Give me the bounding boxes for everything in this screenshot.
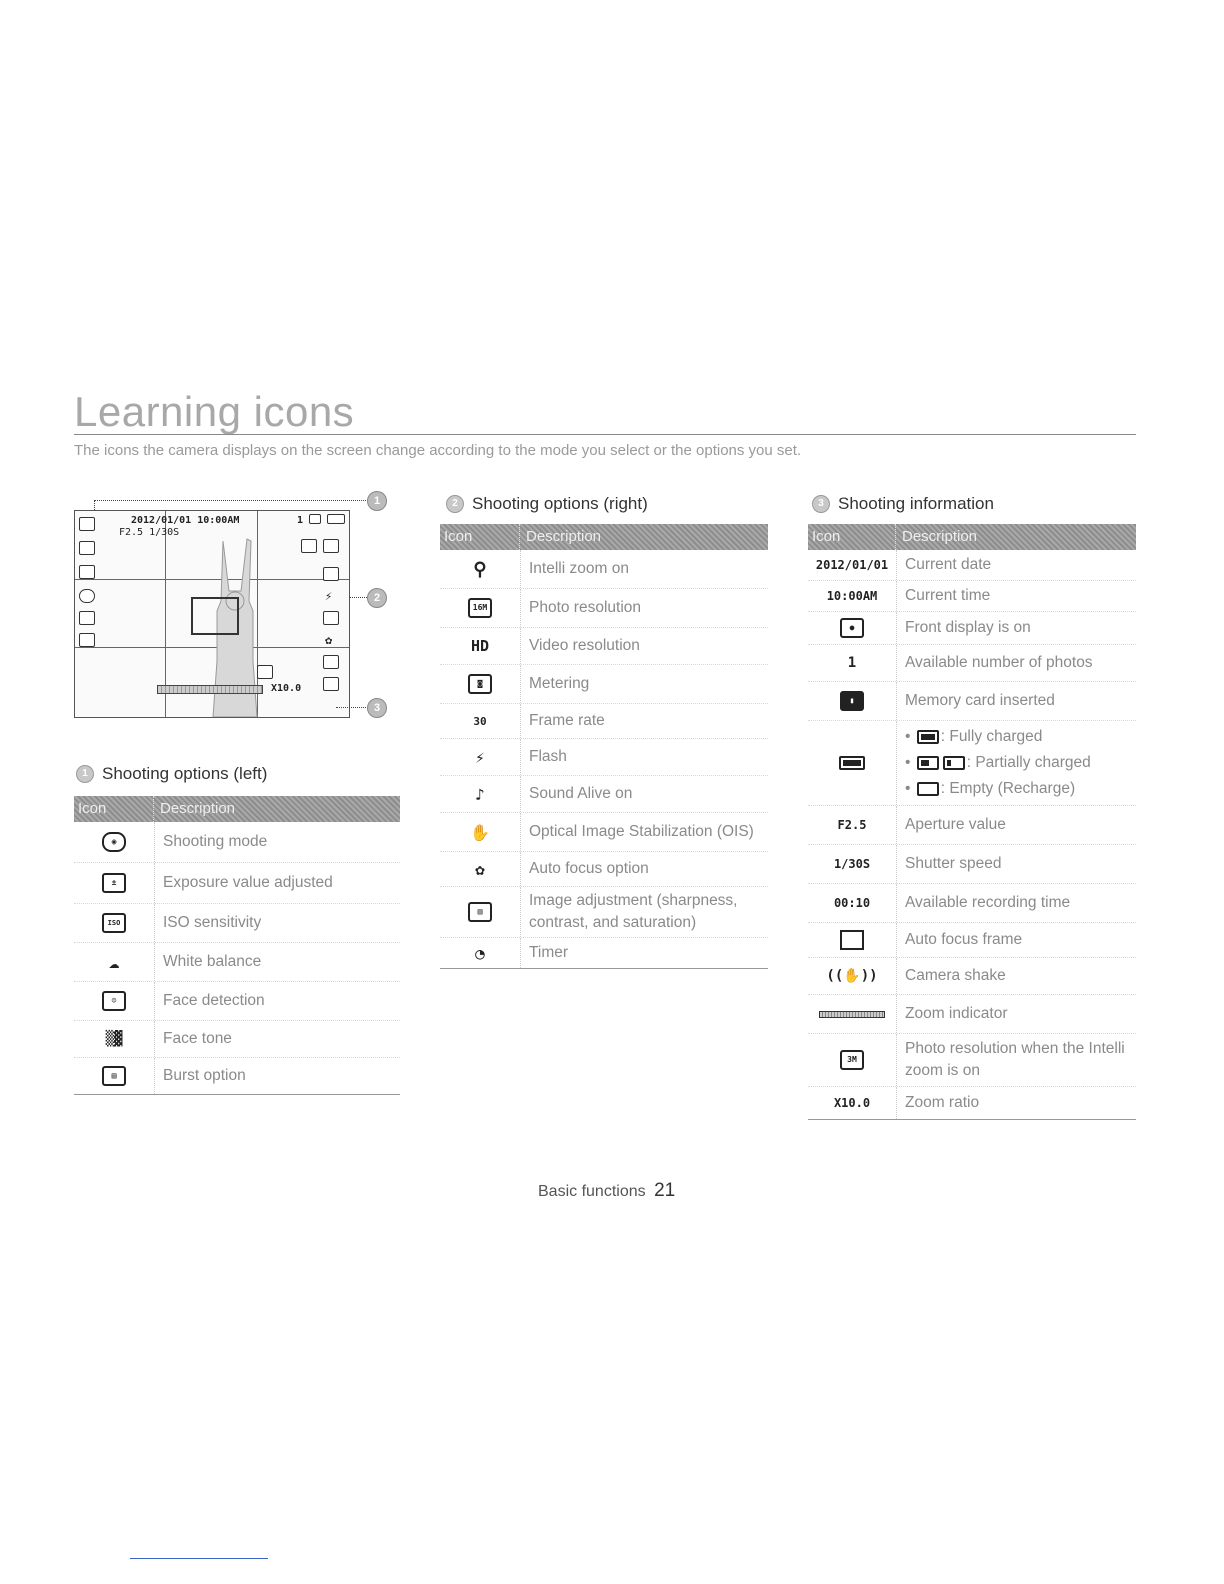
table-row bbox=[808, 806, 1136, 845]
face-detection-icon: ☺ bbox=[74, 982, 155, 1020]
section-number: 2 bbox=[446, 495, 464, 513]
row-description: Image adjustment (sharpness, contrast, and saturation) bbox=[529, 892, 738, 931]
metering-icon bbox=[323, 567, 339, 581]
battery-empty: • : Empty (Recharge) bbox=[905, 780, 1076, 797]
diagram-zoom-ratio: X10.0 bbox=[271, 683, 302, 694]
callout-line bbox=[336, 707, 366, 708]
row-description: Auto focus frame bbox=[905, 931, 1023, 948]
auto-focus-icon: ✿ bbox=[440, 852, 521, 886]
camera-screen-diagram bbox=[74, 510, 350, 718]
callout-line bbox=[94, 500, 366, 501]
table-row bbox=[74, 943, 400, 982]
callout-2: 2 bbox=[367, 588, 387, 608]
shooting-mode-icon: ◉ bbox=[74, 822, 155, 862]
table-row bbox=[74, 1021, 400, 1058]
image-adjust-icon bbox=[323, 655, 339, 669]
metering-icon: ◙ bbox=[440, 665, 521, 703]
page-footer bbox=[538, 1180, 675, 1202]
memory-card-icon: ▮ bbox=[808, 682, 897, 720]
table-row bbox=[808, 645, 1136, 682]
section-title: Shooting options (right) bbox=[472, 494, 648, 513]
white-balance-icon bbox=[79, 589, 95, 603]
section-title: Shooting options (left) bbox=[102, 764, 268, 783]
photo-resolution-icon: 16M bbox=[440, 589, 521, 627]
row-description: White balance bbox=[163, 953, 262, 970]
table-row bbox=[808, 612, 1136, 645]
table-row bbox=[440, 550, 768, 589]
image-adjust-icon: ▥ bbox=[440, 887, 521, 937]
burst-icon: ▤ bbox=[74, 1058, 155, 1094]
photo-resolution-icon bbox=[323, 539, 339, 553]
frame-rate-icon: 30 bbox=[440, 704, 521, 738]
section-number: 3 bbox=[812, 495, 830, 513]
battery-states bbox=[897, 724, 1091, 802]
row-description: Exposure value adjusted bbox=[163, 874, 333, 891]
table-row bbox=[440, 704, 768, 739]
table-row bbox=[440, 852, 768, 887]
table-row bbox=[74, 1058, 400, 1095]
diagram-date-time: 2012/01/01 10:00AM bbox=[131, 515, 240, 526]
row-description: Metering bbox=[529, 675, 590, 692]
exposure-icon: ± bbox=[74, 863, 155, 903]
recording-time-icon: 00:10 bbox=[808, 884, 897, 922]
table-row bbox=[440, 938, 768, 969]
row-description: Memory card inserted bbox=[905, 692, 1055, 709]
table-row bbox=[440, 887, 768, 938]
row-description: Photo resolution bbox=[529, 599, 642, 616]
row-description: Face tone bbox=[163, 1030, 232, 1047]
row-description: Burst option bbox=[163, 1067, 246, 1084]
zoom-indicator-icon bbox=[808, 995, 897, 1033]
table-row bbox=[808, 721, 1136, 806]
diagram-shot-count: 1 bbox=[297, 515, 304, 526]
shot-count-icon: 1 bbox=[808, 645, 897, 681]
callout-3: 3 bbox=[367, 698, 387, 718]
row-description: Auto focus option bbox=[529, 860, 649, 877]
row-description: Face detection bbox=[163, 992, 265, 1009]
callout-1: 1 bbox=[367, 491, 387, 511]
row-description: Zoom ratio bbox=[905, 1094, 980, 1111]
battery-icon bbox=[327, 514, 345, 524]
af-frame-icon bbox=[808, 923, 897, 957]
right-options-table bbox=[440, 524, 768, 969]
zoom-indicator bbox=[157, 685, 263, 694]
bottom-rule bbox=[130, 1558, 268, 1559]
af-frame bbox=[191, 597, 239, 635]
row-description: Available number of photos bbox=[905, 654, 1093, 671]
table-row bbox=[808, 1087, 1136, 1120]
row-description: Optical Image Stabilization (OIS) bbox=[529, 823, 754, 840]
aperture-icon: F2.5 bbox=[808, 806, 897, 844]
table-row bbox=[808, 845, 1136, 884]
row-description: ISO sensitivity bbox=[163, 914, 262, 931]
col-desc-header: Description bbox=[902, 528, 978, 545]
section-heading-left bbox=[76, 764, 267, 784]
table-header bbox=[440, 524, 768, 550]
front-display-icon bbox=[309, 514, 321, 524]
row-description: Timer bbox=[529, 944, 569, 961]
date-icon: 2012/01/01 bbox=[808, 550, 897, 580]
row-description: Available recording time bbox=[905, 894, 1071, 911]
face-detection-icon bbox=[79, 611, 95, 625]
col-icon-header: Icon bbox=[808, 524, 896, 550]
battery-partial: • : Partially charged bbox=[905, 754, 1091, 771]
table-header bbox=[74, 796, 400, 822]
flash-icon: ⚡ bbox=[440, 739, 521, 775]
sound-alive-icon: ♪ bbox=[440, 776, 521, 812]
callout-line bbox=[349, 597, 367, 598]
zoom-ratio-icon: X10.0 bbox=[808, 1087, 897, 1119]
face-tone-icon: ▒▓ bbox=[74, 1021, 155, 1057]
col-icon-header: Icon bbox=[440, 524, 520, 550]
table-row bbox=[808, 1034, 1136, 1087]
camera-shake-icon: ((✋)) bbox=[808, 958, 897, 994]
table-row bbox=[440, 665, 768, 704]
time-icon: 10:00AM bbox=[808, 581, 897, 611]
shooting-info-table bbox=[808, 524, 1136, 1120]
table-row bbox=[74, 822, 400, 863]
row-description: Zoom indicator bbox=[905, 1005, 1008, 1022]
ois-icon: ✋ bbox=[440, 813, 521, 851]
table-row bbox=[808, 550, 1136, 581]
row-description: Current date bbox=[905, 556, 992, 573]
footer-section: Basic functions bbox=[538, 1183, 646, 1200]
row-description: Photo resolution when the Intelli zoom is on bbox=[905, 1040, 1125, 1079]
shooting-mode-icon bbox=[79, 517, 95, 531]
intelli-zoom-icon bbox=[301, 539, 317, 553]
section-number: 1 bbox=[76, 765, 94, 783]
intelli-zoom-resolution-icon bbox=[257, 665, 273, 679]
timer-icon: ◔ bbox=[440, 938, 521, 968]
table-row bbox=[808, 923, 1136, 958]
row-description: Intelli zoom on bbox=[529, 560, 629, 577]
table-row bbox=[440, 589, 768, 628]
front-display-icon: ● bbox=[808, 612, 897, 644]
flash-icon: ⚡ bbox=[325, 589, 333, 603]
row-description: Flash bbox=[529, 748, 567, 765]
table-header bbox=[808, 524, 1136, 550]
section-heading-middle bbox=[446, 494, 648, 514]
left-options-table bbox=[74, 796, 400, 1095]
iso-icon bbox=[79, 565, 95, 579]
table-row bbox=[74, 982, 400, 1021]
section-heading-right bbox=[812, 494, 994, 514]
table-row bbox=[808, 682, 1136, 721]
col-icon-header: Icon bbox=[74, 796, 154, 822]
table-row bbox=[74, 904, 400, 943]
page-title: Learning icons bbox=[74, 388, 355, 435]
table-row bbox=[440, 776, 768, 813]
row-description: Aperture value bbox=[905, 816, 1006, 833]
burst-icon bbox=[79, 633, 95, 647]
auto-focus-icon: ✿ bbox=[325, 633, 333, 647]
intelli-zoom-icon: ⚲ bbox=[440, 550, 521, 588]
table-row bbox=[808, 958, 1136, 995]
table-row bbox=[440, 628, 768, 665]
table-row bbox=[808, 581, 1136, 612]
row-description: Current time bbox=[905, 587, 991, 604]
row-description: Camera shake bbox=[905, 967, 1006, 984]
page-subtitle: The icons the camera displays on the screen change according to the mode you select or the options you set. bbox=[74, 442, 802, 459]
battery-full: • : Fully charged bbox=[905, 728, 1043, 745]
shutter-icon: 1/30S bbox=[808, 845, 897, 883]
row-description: Frame rate bbox=[529, 712, 605, 729]
ois-icon bbox=[323, 611, 339, 625]
callout-line bbox=[94, 500, 95, 510]
table-row bbox=[440, 813, 768, 852]
row-description: Video resolution bbox=[529, 637, 640, 654]
section-title: Shooting information bbox=[838, 494, 994, 513]
row-description: Shutter speed bbox=[905, 855, 1002, 872]
video-resolution-icon: HD bbox=[440, 628, 521, 664]
table-row bbox=[808, 884, 1136, 923]
intelli-zoom-resolution-icon: 3M bbox=[808, 1034, 897, 1086]
white-balance-icon: ☁ bbox=[74, 943, 155, 981]
col-desc-header: Description bbox=[160, 800, 236, 817]
page-number: 21 bbox=[654, 1180, 676, 1201]
row-description: Shooting mode bbox=[163, 833, 268, 850]
row-description: Sound Alive on bbox=[529, 785, 633, 802]
col-desc-header: Description bbox=[526, 528, 602, 545]
battery-icon bbox=[808, 721, 897, 805]
exposure-icon bbox=[79, 541, 95, 555]
table-row bbox=[74, 863, 400, 904]
row-description: Front display is on bbox=[905, 619, 1031, 636]
diagram-aperture-shutter: F2.5 1/30S bbox=[119, 527, 180, 538]
timer-icon bbox=[323, 677, 339, 691]
title-divider bbox=[74, 434, 1136, 435]
iso-icon: ISO bbox=[74, 904, 155, 942]
table-row bbox=[808, 995, 1136, 1034]
table-row bbox=[440, 739, 768, 776]
